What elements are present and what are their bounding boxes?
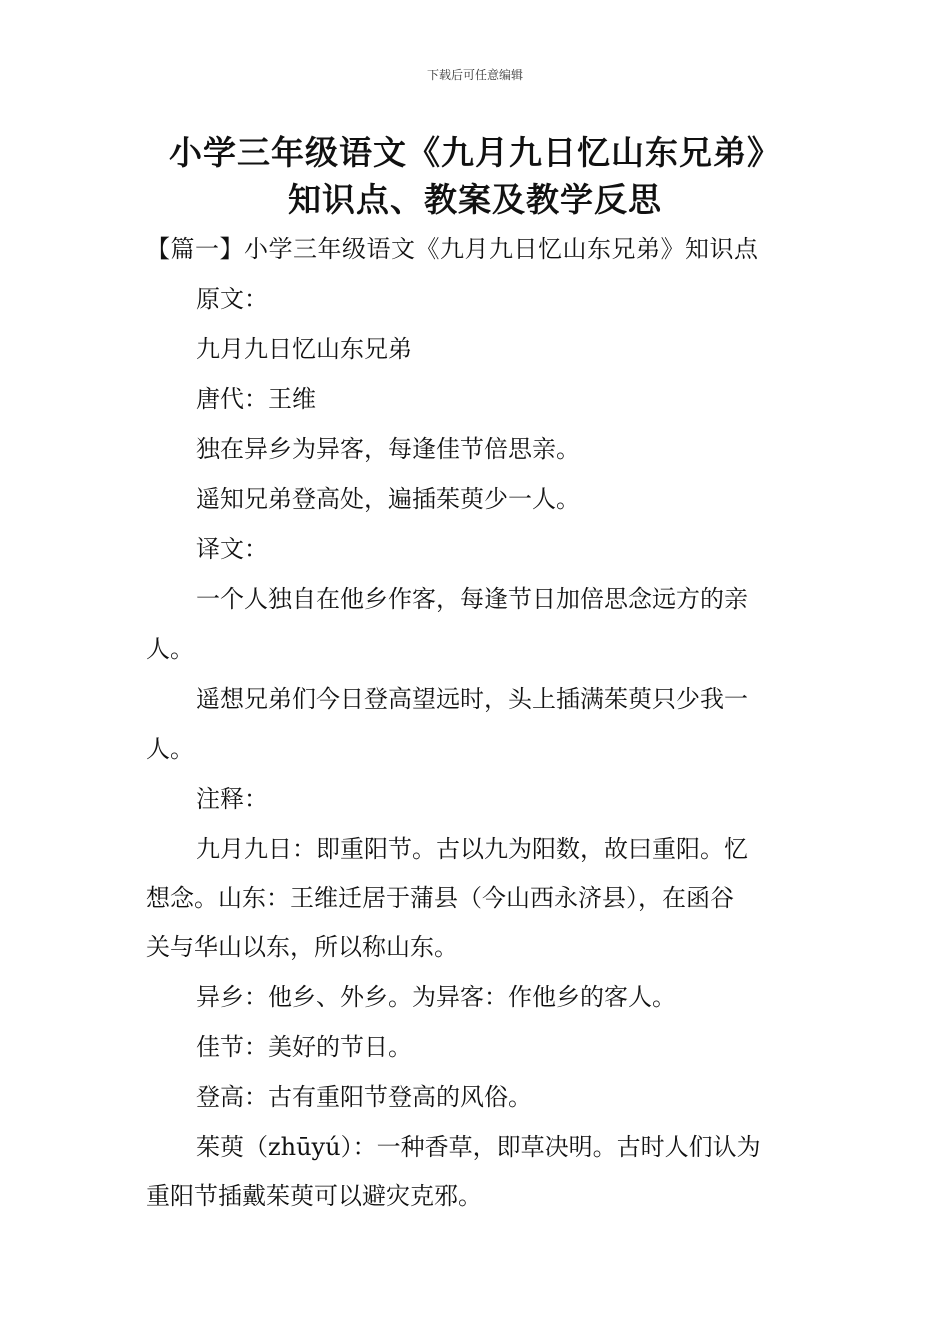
- poem-verse-2: 遥知兄弟登高处，遍插茱萸少一人。: [196, 485, 580, 513]
- note-2: 异乡：他乡、外乡。为异客：作他乡的客人。: [196, 983, 676, 1011]
- note-1-line3: 关与华山以东，所以称山东。: [146, 933, 458, 961]
- translation-p2-line2: 人。: [146, 735, 194, 763]
- poem-title: 九月九日忆山东兄弟: [196, 335, 412, 363]
- translation-p1-line1: 一个人独自在他乡作客，每逢节日加倍思念远方的亲: [196, 585, 748, 613]
- original-label: 原文：: [196, 285, 268, 313]
- notes-label: 注释：: [196, 785, 268, 813]
- poem-verse-1: 独在异乡为异客，每逢佳节倍思亲。: [196, 435, 580, 463]
- note-4: 登高：古有重阳节登高的风俗。: [196, 1083, 532, 1111]
- note-5-line2: 重阳节插戴茱萸可以避灾克邪。: [146, 1182, 482, 1210]
- note-1-line2: 想念。山东：王维迁居于蒲县（今山西永济县），在函谷: [146, 884, 734, 912]
- document-title-line-1: 小学三年级语文《九月九日忆山东兄弟》: [169, 133, 781, 172]
- poem-author: 唐代：王维: [196, 385, 316, 413]
- translation-p1-line2: 人。: [146, 635, 194, 663]
- section-heading: 【篇一】小学三年级语文《九月九日忆山东兄弟》知识点: [146, 235, 759, 263]
- note-3: 佳节：美好的节日。: [196, 1033, 412, 1061]
- translation-p2-line1: 遥想兄弟们今日登高望远时，头上插满茱萸只少我一: [196, 685, 748, 713]
- header-note: 下载后可任意编辑: [426, 68, 523, 82]
- document-title-line-2: 知识点、教案及教学反思: [288, 180, 662, 219]
- translation-label: 译文：: [196, 535, 268, 563]
- note-1-line1: 九月九日：即重阳节。古以九为阳数，故曰重阳。忆: [196, 835, 748, 863]
- note-5-line1: 茱萸（zhūyú）：一种香草，即草决明。古时人们认为: [196, 1133, 761, 1161]
